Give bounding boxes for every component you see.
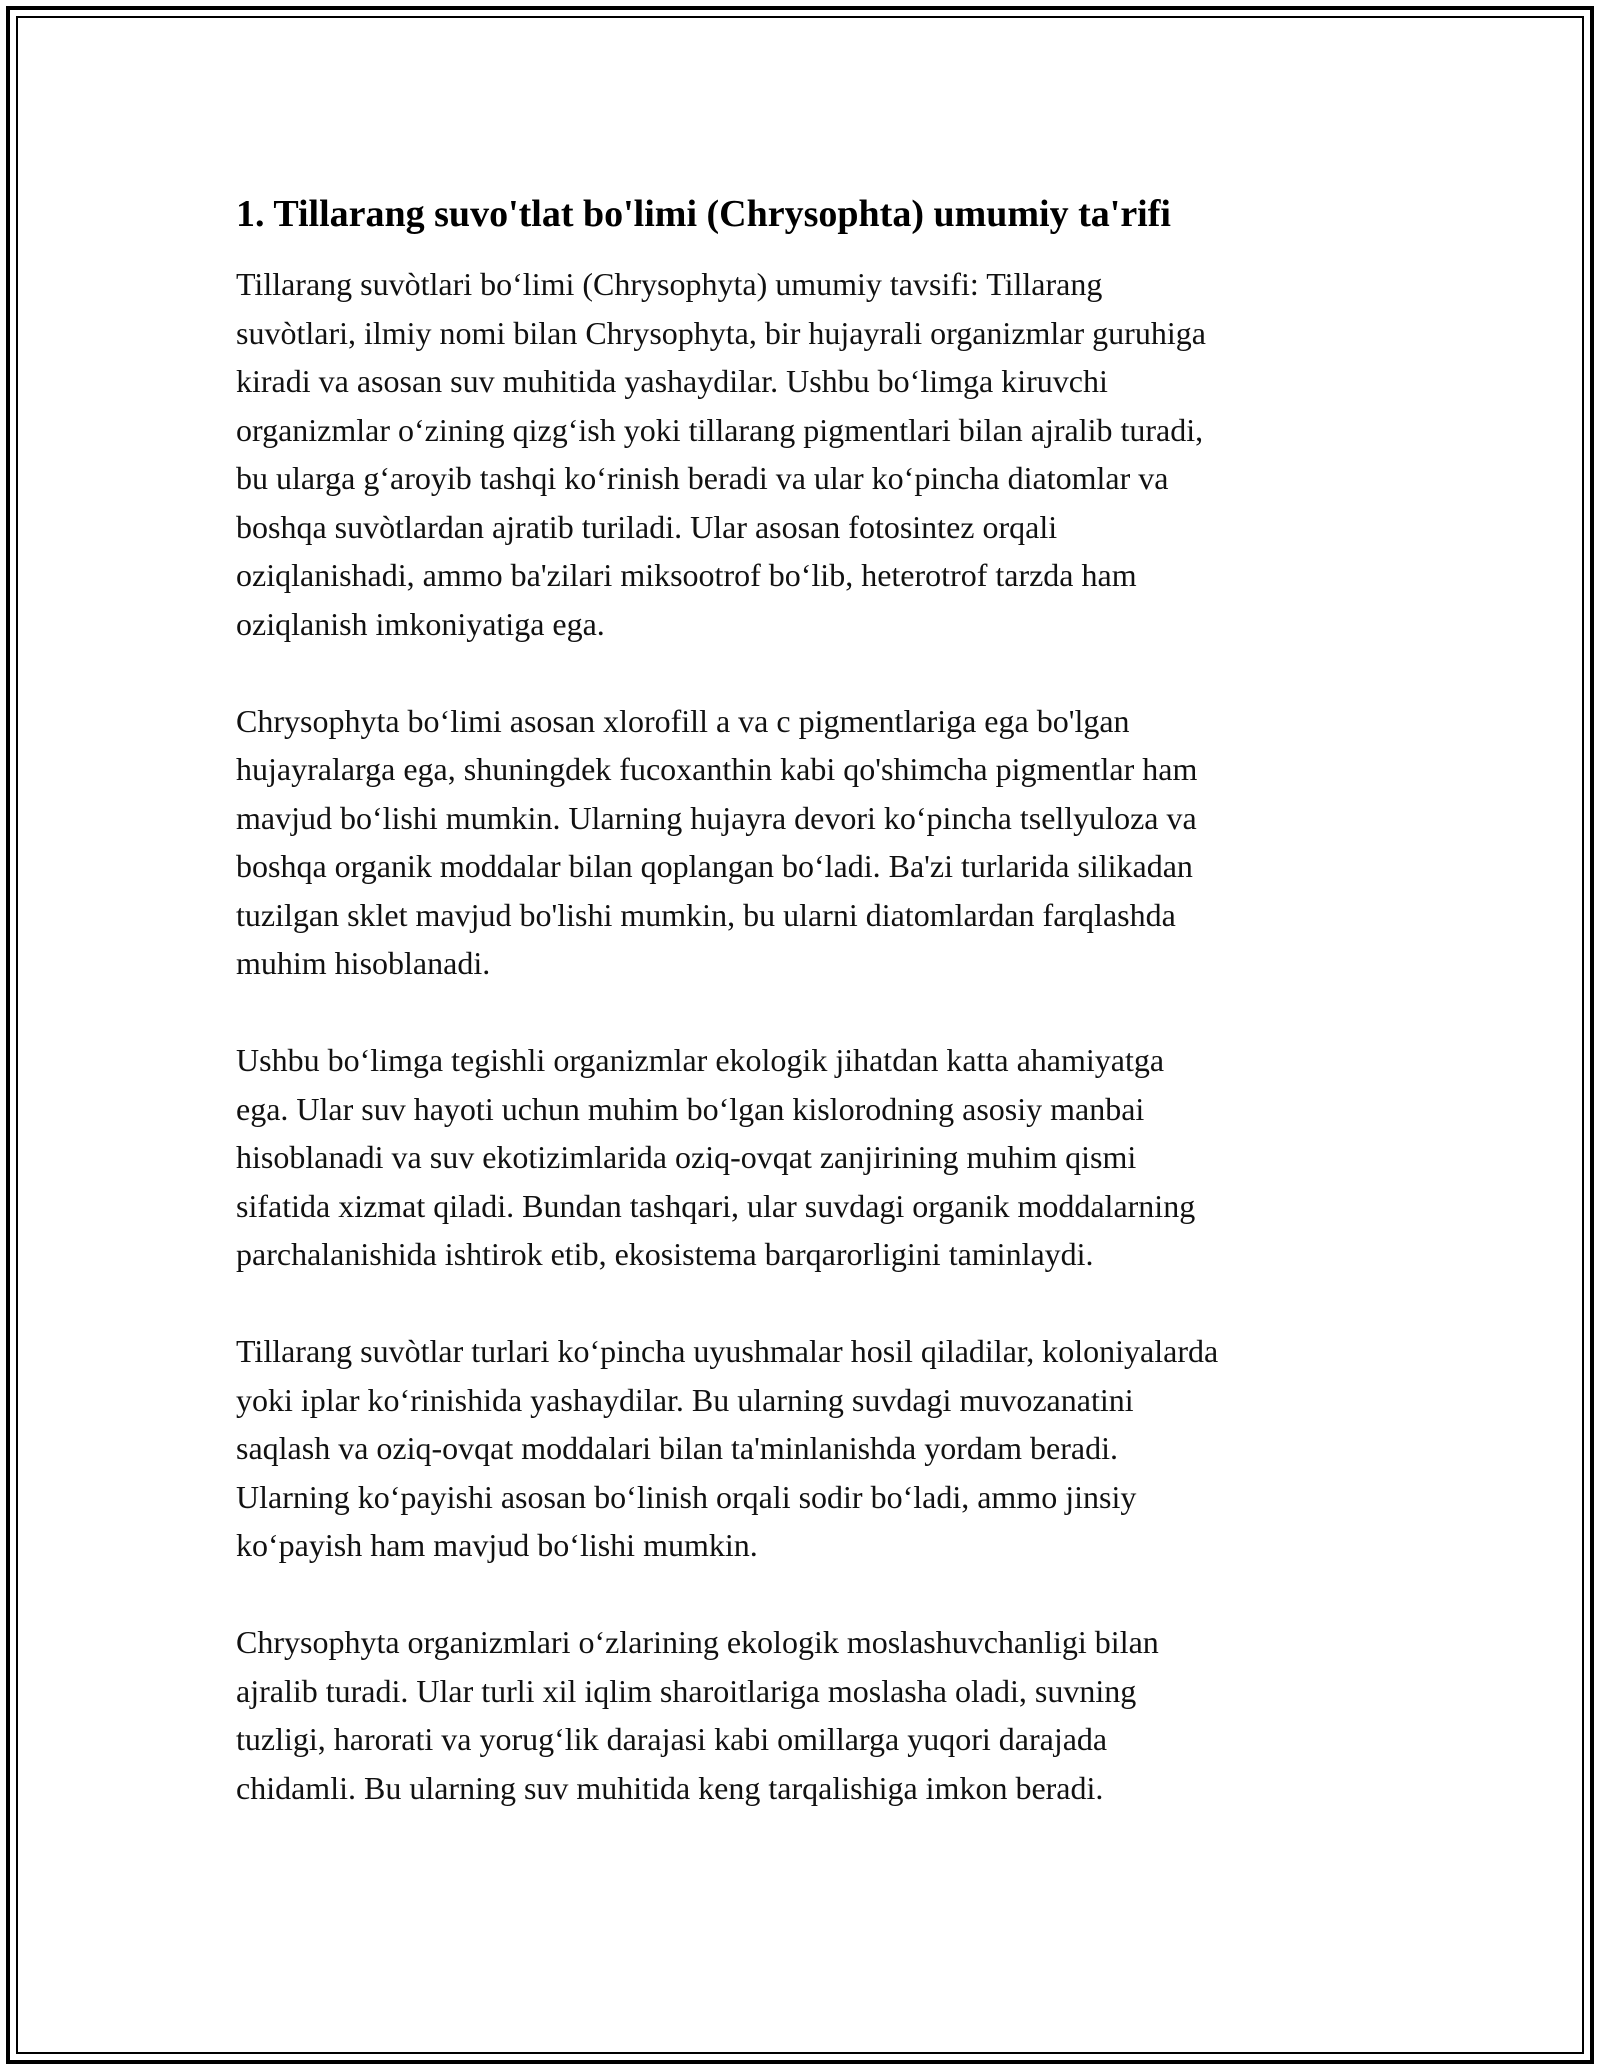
text-line: saqlash va oziq-ovqat moddalari bilan ta'minlanishda yordam beradi.: [236, 1430, 1118, 1466]
text-line: oziqlanishadi, ammo ba'zilari miksootrof bo‘lib, heterotrof tarzda ham: [236, 557, 1137, 593]
text-line: parchalanishida ishtirok etib, ekosistema barqarorligini taminlaydi.: [236, 1236, 1094, 1272]
document-body: [236, 186, 1376, 1861]
text-line: muhim hisoblanadi.: [236, 945, 491, 981]
text-line: Tillarang suvòtlar turlari ko‘pincha uyushmalar hosil qiladilar, koloniyalarda: [236, 1333, 1219, 1369]
text-line: tuzilgan sklet mavjud bo'lishi mumkin, bu ularni diatomlardan farqlashda: [236, 896, 1176, 933]
text-line: hujayralarga ega, shuningdek fucoxanthin kabi qo'shimcha pigmentlar ham: [236, 751, 1198, 787]
text-line: hisoblanadi va suv ekotizimlarida oziq-ovqat zanjirining muhim qismi: [236, 1139, 1137, 1175]
text-line: Ushbu bo‘limga tegishli organizmlar ekologik jihatdan katta ahamiyatga: [236, 1042, 1165, 1078]
text-line: ajralib turadi. Ular turli xil iqlim sharoitlariga moslasha oladi, suvning: [236, 1672, 1137, 1709]
text-line: oziqlanish imkoniyatiga ega.: [236, 605, 605, 642]
text-line: Chrysophyta organizmlari o‘zlarining ekologik moslashuvchanligi bilan: [236, 1624, 1159, 1660]
document-title: 1. Tillarang suvo'tlat bo'limi (Chrysophta) umumiy ta'rifi: [236, 193, 1171, 235]
text-line: boshqa organik moddalar bilan qoplangan bo‘ladi. Ba'zi turlarida silikadan: [236, 848, 1193, 884]
text-line: mavjud bo‘lishi mumkin. Ularning hujayra devori ko‘pincha tsellyuloza va: [236, 799, 1197, 836]
text-line: kiradi va asosan suv muhitida yashaydilar. Ushbu bo‘limga kiruvchi: [236, 363, 1108, 399]
text-line: tuzligi, harorati va yorug‘lik darajasi kabi omillarga yuqori darajada: [236, 1721, 1108, 1757]
text-line: Chrysophyta bo‘limi asosan xlorofill a va c pigmentlariga ega bo'lgan: [236, 702, 1130, 739]
text-line: sifatida xizmat qiladi. Bundan tashqari, ular suvdagi organik moddalarning: [236, 1187, 1196, 1224]
text-line: boshqa suvòtlardan ajratib turiladi. Ular asosan fotosintez orqali: [236, 508, 1058, 545]
paragraph-3: [236, 1036, 1376, 1279]
text-line: suvòtlari, ilmiy nomi bilan Chrysophyta, bir hujayrali organizmlar guruhiga: [236, 314, 1206, 351]
text-line: yoki iplar ko‘rinishida yashaydilar. Bu ularning suvdagi muvozanatini: [236, 1381, 1134, 1418]
text-line: Tillarang suvòtlari bo‘limi (Chrysophyta) umumiy tavsifi: Tillarang: [236, 266, 1103, 302]
text-line: ega. Ular suv hayoti uchun muhim bo‘lgan kislorodning asosiy manbai: [236, 1090, 1145, 1127]
paragraph-4: [236, 1327, 1376, 1570]
paragraph-2: [236, 697, 1376, 988]
paragraph-1: [236, 260, 1376, 648]
text-line: Ularning ko‘payishi asosan bo‘linish orqali sodir bo‘ladi, ammo jinsiy: [236, 1478, 1137, 1515]
text-line: chidamli. Bu ularning suv muhitida keng tarqalishiga imkon beradi.: [236, 1769, 1104, 1806]
paragraph-5: [236, 1618, 1376, 1812]
text-line: bu ularga g‘aroyib tashqi ko‘rinish beradi va ular ko‘pincha diatomlar va: [236, 460, 1169, 496]
text-line: organizmlar o‘zining qizg‘ish yoki tillarang pigmentlari bilan ajralib turadi,: [236, 411, 1204, 448]
text-line: ko‘payish ham mavjud bo‘lishi mumkin.: [236, 1527, 758, 1563]
